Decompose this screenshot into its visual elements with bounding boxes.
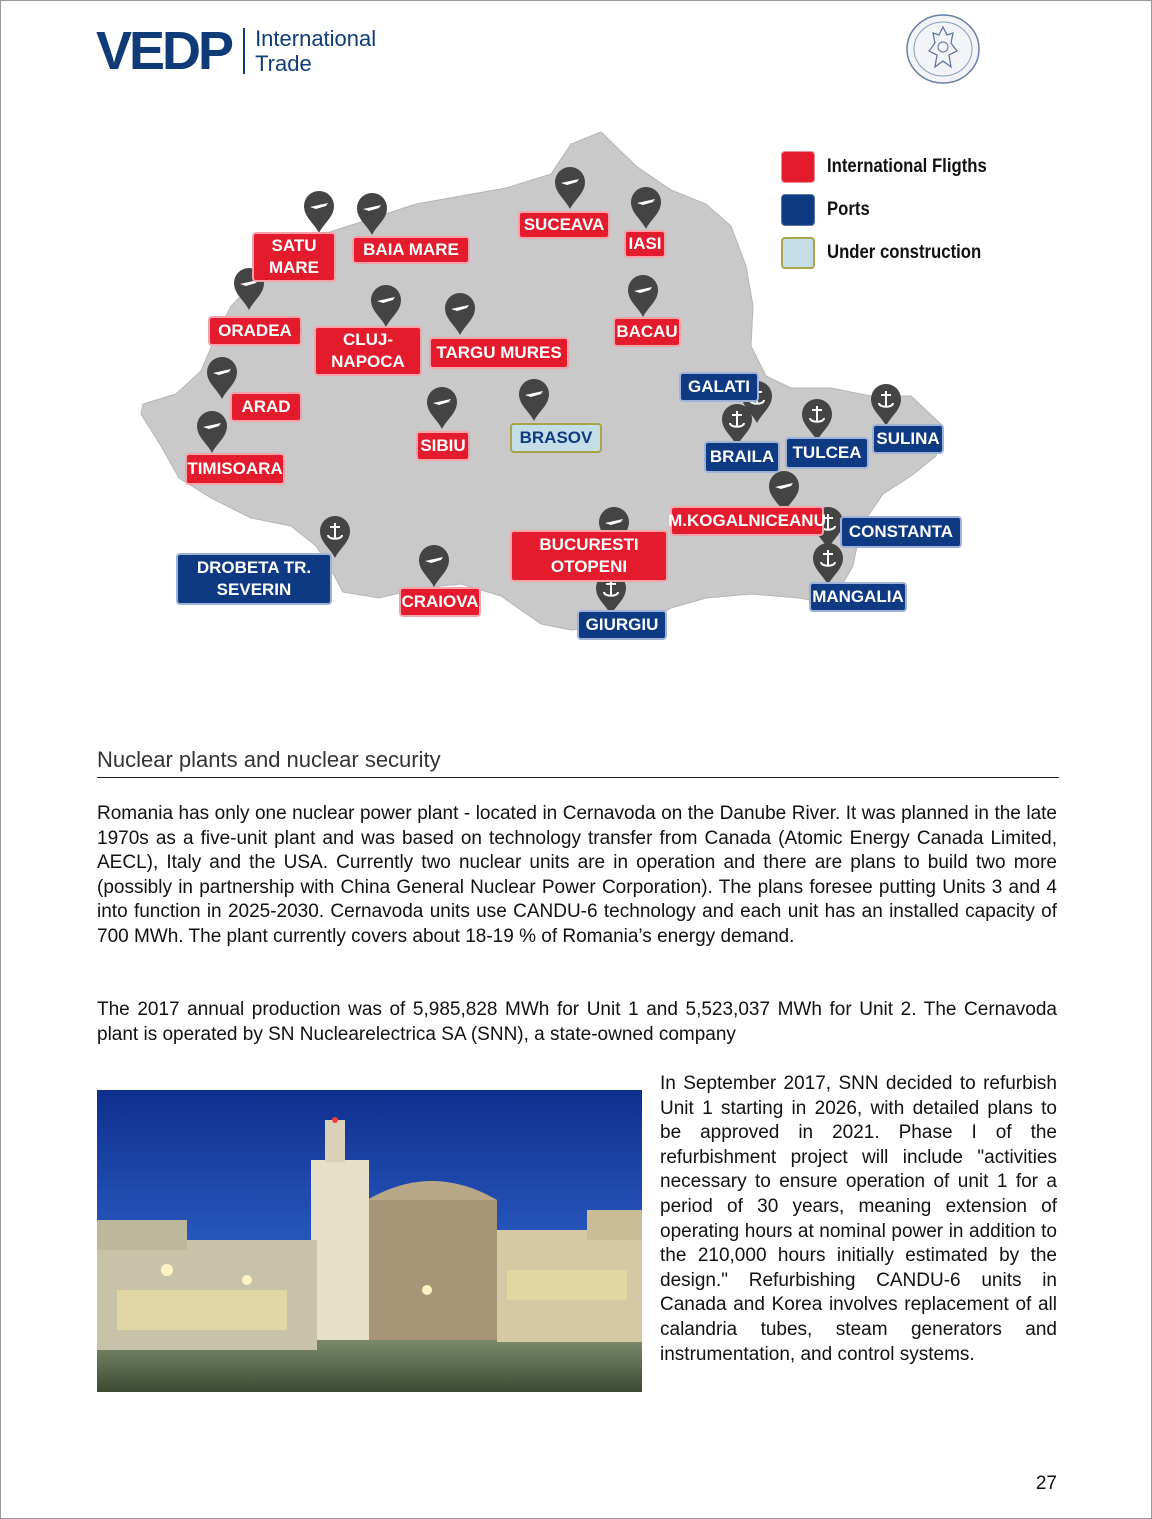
port-label-mangalia: MANGALIA bbox=[809, 582, 907, 612]
legend-swatch bbox=[781, 237, 815, 269]
page-number: 27 bbox=[1035, 1473, 1057, 1494]
airport-pin-icon bbox=[629, 186, 663, 230]
port-label-giurgiu: GIURGIU bbox=[577, 610, 667, 640]
port-pin-icon bbox=[800, 398, 834, 442]
city-label-craiova: CRAIOVA bbox=[399, 587, 481, 617]
legend-item-under-construction: Under construction bbox=[781, 236, 1009, 270]
city-label-bacau: BACAU bbox=[613, 317, 681, 347]
city-label-m-kogalniceanu: M.KOGALNICEANU bbox=[670, 506, 824, 536]
city-label-arad: ARAD bbox=[230, 392, 302, 422]
city-label-oradea: ORADEA bbox=[208, 316, 302, 346]
logo-sub-line2: Trade bbox=[255, 51, 312, 76]
paragraph-intro: Romania has only one nuclear power plant - located in Cernavoda on the Danube River. It was planned in the late 1970s as a five-unit plant and was based on technology transfer from Canada (Atomic Energy Canada Limited, AECL), Italy and the USA. Currently two nuclear units are in operation and there are plans to build two more (possibly in partnership with China General Nuclear Power Corporation). The plans foresee putting Units 3 and 4 into function in 2025-2030. Cernavoda units use CANDU-6 technology and each unit has an installed capacity of 700 MWh. The plant currently covers about 18-19 % of Romania’s energy demand. bbox=[97, 803, 1057, 947]
legend-item-international-flights: International Fligths bbox=[781, 150, 1009, 184]
airport-pin-icon bbox=[417, 544, 451, 588]
airport-pin-icon bbox=[443, 292, 477, 336]
city-label-satu-mare: SATU MARE bbox=[252, 232, 336, 282]
logo-sub-line1: International bbox=[255, 26, 377, 51]
port-pin-icon bbox=[869, 383, 903, 427]
legend-swatch bbox=[781, 151, 815, 183]
legend-swatch bbox=[781, 194, 815, 226]
city-label-baia-mare: BAIA MARE bbox=[352, 236, 470, 264]
map-legend bbox=[781, 150, 1009, 279]
port-label-constanta: CONSTANTA bbox=[840, 516, 962, 548]
city-label-targu-mures: TARGU MURES bbox=[429, 337, 569, 369]
port-label-braila: BRAILA bbox=[704, 441, 780, 473]
airport-pin-icon bbox=[302, 190, 336, 234]
airport-pin-icon bbox=[369, 284, 403, 328]
city-label-brasov: BRASOV bbox=[510, 423, 602, 453]
airport-pin-icon bbox=[553, 166, 587, 210]
vedp-logo bbox=[96, 21, 377, 81]
port-label-drobeta: DROBETA TR. SEVERIN bbox=[176, 553, 332, 605]
city-label-suceava: SUCEAVA bbox=[518, 211, 610, 239]
logo-subtitle bbox=[255, 26, 376, 76]
city-label-timisoara: TIMISOARA bbox=[185, 453, 285, 485]
airport-pin-icon bbox=[517, 378, 551, 422]
city-label-cluj-napoca: CLUJ- NAPOCA bbox=[314, 326, 422, 376]
city-label-sibiu: SIBIU bbox=[416, 431, 470, 461]
city-label-iasi: IASI bbox=[624, 230, 666, 258]
cernavoda-plant-photo bbox=[97, 1090, 642, 1392]
port-label-sulina: SULINA bbox=[872, 424, 944, 454]
legend-item-ports: Ports bbox=[781, 193, 1009, 227]
airport-pin-icon bbox=[195, 410, 229, 454]
paragraph-refurbishment: In September 2017, SNN decided to refurbish Unit 1 starting in 2026, with detailed plans to be approved in 2021. Phase I of the refurbishment project will include "activities necessary to ensure operation of unit 1 for a period of 30 years, meaning extension of operating hours at nominal power in addition to the 210,000 hours initially estimated by the design." Refurbishing CANDU-6 units in Canada and Korea involves replacement of all calandria tubes, steam generators and instrumentation, and control systems. bbox=[660, 1073, 1057, 1365]
coat-of-arms-seal-icon bbox=[905, 13, 981, 85]
port-label-tulcea: TULCEA bbox=[785, 437, 869, 469]
logo-mark: VEDP bbox=[96, 21, 232, 81]
section-title: Nuclear plants and nuclear security bbox=[97, 747, 1059, 778]
logo-divider bbox=[243, 28, 245, 74]
airport-pin-icon bbox=[626, 274, 660, 318]
port-label-galati: GALATI bbox=[679, 372, 759, 402]
romania-transport-map bbox=[131, 126, 1031, 671]
port-pin-icon bbox=[811, 542, 845, 586]
airport-pin-icon bbox=[425, 386, 459, 430]
city-label-bucuresti-otopeni: BUCURESTI OTOPENI bbox=[510, 530, 668, 582]
airport-pin-icon bbox=[355, 192, 389, 236]
paragraph-production: The 2017 annual production was of 5,985,828 MWh for Unit 1 and 5,523,037 MWh for Unit 2. The Cernavoda plant is operated by SN Nuclearelectrica SA (SNN), a state-owned company bbox=[97, 999, 1057, 1045]
